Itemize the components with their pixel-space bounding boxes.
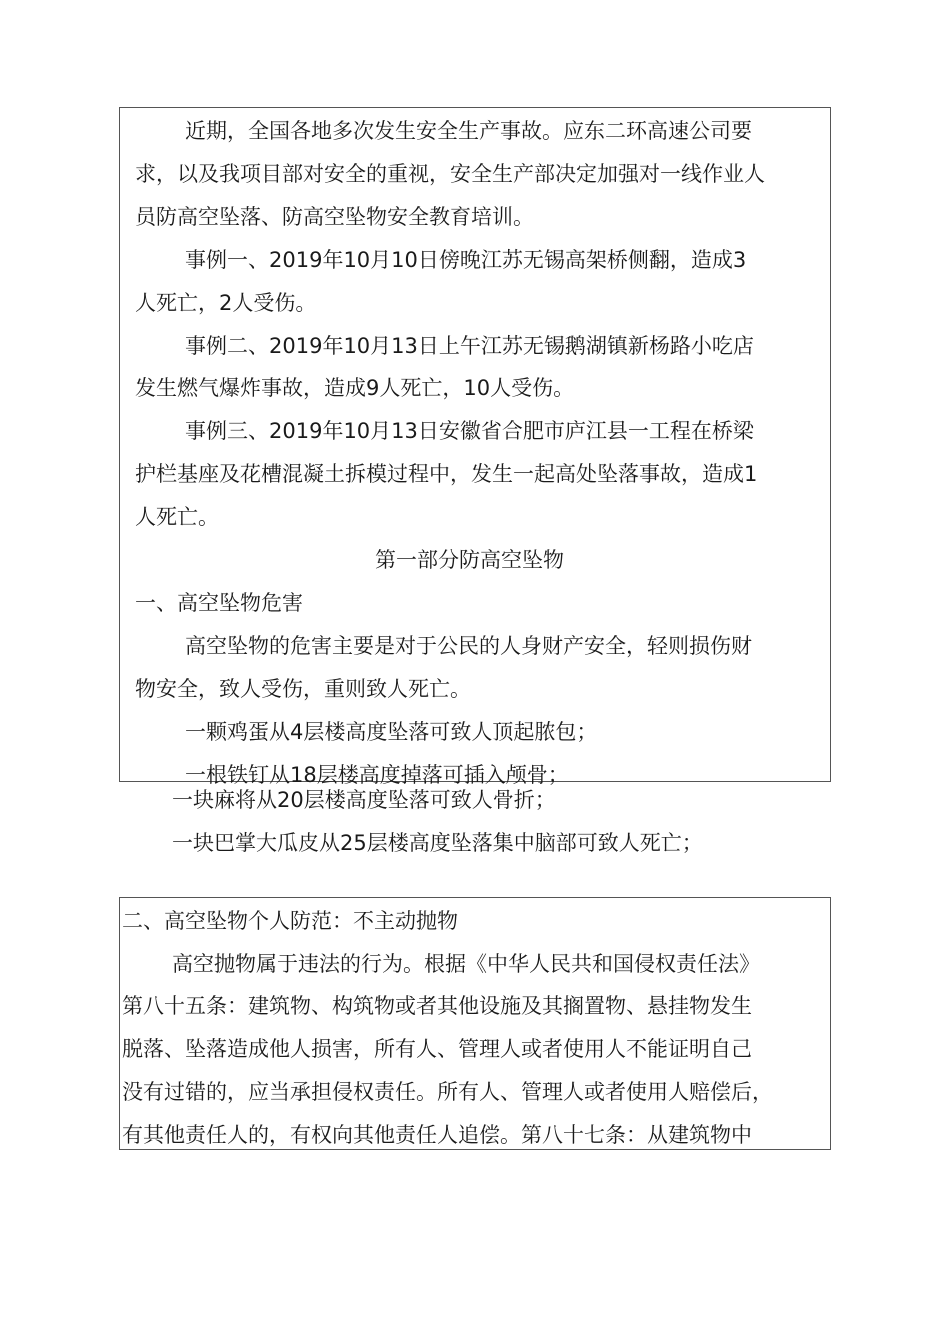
paragraph-line: 第八十五条：建筑物、构筑物或者其他设施及其搁置物、悬挂物发生 <box>122 994 752 1018</box>
list-item: 一颗鸡蛋从4层楼高度坠落可致人顶起脓包； <box>185 720 598 744</box>
paragraph-line: 人死亡。 <box>135 505 219 529</box>
section-heading: 二、高空坠物个人防范：不主动抛物 <box>122 909 458 933</box>
paragraph-line: 高空抛物属于违法的行为。根据《中华人民共和国侵权责任法》 <box>172 952 760 976</box>
paragraph-line: 近期，全国各地多次发生安全生产事故。应东二环高速公司要 <box>185 119 752 143</box>
paragraph-line: 事例三、2019年10月13日安徽省合肥市庐江县一工程在桥梁 <box>185 419 754 443</box>
paragraph-line: 脱落、坠落造成他人损害，所有人、管理人或者使用人不能证明自己 <box>122 1037 752 1061</box>
list-item: 一块麻将从20层楼高度坠落可致人骨折； <box>172 788 556 812</box>
paragraph-line: 没有过错的，应当承担侵权责任。所有人、管理人或者使用人赔偿后， <box>122 1080 773 1104</box>
paragraph-line: 高空坠物的危害主要是对于公民的人身财产安全，轻则损伤财 <box>185 634 752 658</box>
paragraph-line: 事例二、2019年10月13日上午江苏无锡鹅湖镇新杨路小吃店 <box>185 334 754 358</box>
paragraph-line: 发生燃气爆炸事故，造成9人死亡，10人受伤。 <box>135 376 575 400</box>
list-item: 一块巴掌大瓜皮从25层楼高度坠落集中脑部可致人死亡； <box>172 831 703 855</box>
paragraph-line: 物安全，致人受伤，重则致人死亡。 <box>135 677 471 701</box>
paragraph-line: 护栏基座及花槽混凝土拆模过程中，发生一起高处坠落事故，造成1 <box>135 462 758 486</box>
paragraph-line: 员防高空坠落、防高空坠物安全教育培训。 <box>135 205 534 229</box>
paragraph-line: 求，以及我项目部对安全的重视，安全生产部决定加强对一线作业人 <box>135 162 765 186</box>
paragraph-line: 事例一、2019年10月10日傍晚江苏无锡高架桥侧翻，造成3 <box>185 248 747 272</box>
paragraph-line: 人死亡，2人受伤。 <box>135 291 317 315</box>
section-title: 第一部分防高空坠物 <box>375 548 564 572</box>
list-item: 一根铁钉从18层楼高度掉落可插入颅骨； <box>185 763 569 787</box>
paragraph-line: 有其他责任人的，有权向其他责任人追偿。第八十七条：从建筑物中 <box>122 1123 752 1147</box>
section-heading: 一、高空坠物危害 <box>135 591 303 615</box>
